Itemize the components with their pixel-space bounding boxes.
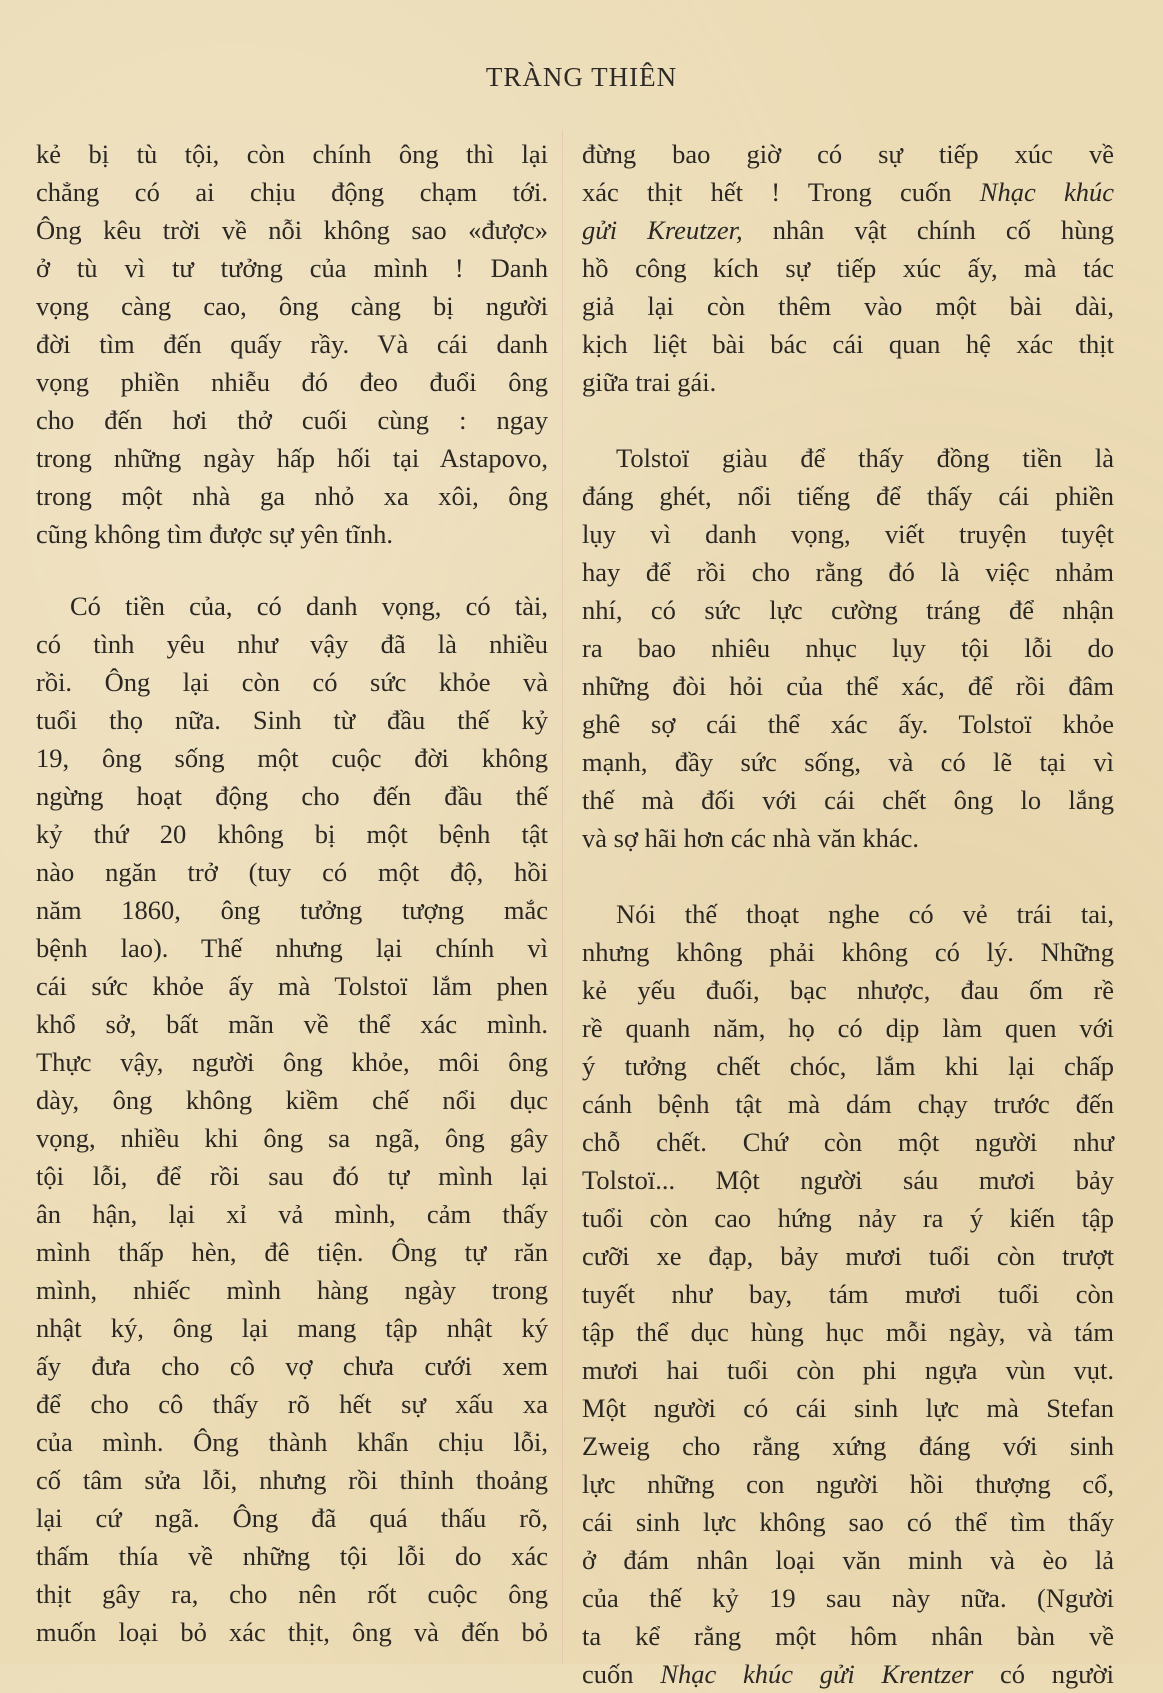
text-line: chẳng có ai chịu động chạm tới. [36, 177, 548, 207]
text-line: bệnh lao). Thế nhưng lại chính vì [36, 933, 548, 963]
text-line: thấm thía về những tội lỗi do xác [36, 1541, 548, 1571]
text-line: tội lỗi, để rồi sau đó tự mình lại [36, 1161, 548, 1191]
text-line: ở đám nhân loại văn minh và èo lả [582, 1545, 1114, 1575]
text-line: của mình. Ông thành khẩn chịu lỗi, [36, 1427, 548, 1457]
text-line: mình, nhiếc mình hàng ngày trong [36, 1275, 548, 1305]
text-line: kịch liệt bài bác cái quan hệ xác thịt [582, 329, 1114, 359]
text-line: Nói thế thoạt nghe có vẻ trái tai, [616, 899, 1114, 929]
text-line: ấy đưa cho cô vợ chưa cưới xem [36, 1351, 548, 1381]
text-line: lại cứ ngã. Ông đã quá thấu rõ, [36, 1503, 548, 1533]
text-line: năm 1860, ông tưởng tượng mắc [36, 895, 548, 925]
text-line: ý tưởng chết chóc, lắm khi lại chấp [582, 1051, 1114, 1081]
text-line: vọng, nhiều khi ông sa ngã, ông gây [36, 1123, 548, 1153]
running-header: TRÀNG THIÊN [485, 62, 678, 92]
text-line: Một người có cái sinh lực mà Stefan [582, 1393, 1114, 1423]
text-line: vọng phiền nhiễu đó đeo đuổi ông [36, 367, 548, 397]
text-line: tập thể dục hùng hục mỗi ngày, và tám [582, 1317, 1114, 1347]
paragraph-gap [36, 553, 548, 587]
text-line: mình thấp hèn, đê tiện. Ông tự răn [36, 1237, 548, 1267]
text-line: thịt gây ra, cho nên rốt cuộc ông [36, 1579, 548, 1609]
text-line: cũng không tìm được sự yên tĩnh. [36, 519, 394, 549]
text-line: Tolstoï giàu để thấy đồng tiền là [616, 443, 1114, 473]
text-line [582, 211, 1114, 249]
text-line: rồi. Ông lại còn có sức khỏe và [36, 667, 548, 697]
text-line: đáng ghét, nổi tiếng để thấy cái phiền [582, 481, 1114, 511]
text-line: ghê sợ cái thể xác ấy. Tolstoï khỏe [582, 709, 1114, 739]
text-line [582, 173, 1114, 211]
text-line: tuổi thọ nữa. Sinh từ đầu thế kỷ [36, 705, 548, 735]
text-line: cho đến hơi thở cuối cùng : ngay [36, 405, 548, 435]
text-line: chỗ chết. Chứ còn một người như [582, 1127, 1114, 1157]
text-line: dày, ông không kiềm chế nổi dục [36, 1085, 548, 1115]
text-line: cánh bệnh tật mà dám chạy trước đến [582, 1089, 1114, 1119]
text-line: cưỡi xe đạp, bảy mươi tuổi còn trượt [582, 1241, 1114, 1271]
text-line: hồ công kích sự tiếp xúc ấy, mà tác [582, 253, 1114, 283]
paragraph-gap [582, 857, 1114, 895]
text-run: xác thịt hết ! Trong cuốn [582, 177, 952, 207]
book-title-italic: Nhạc khúc [979, 177, 1114, 207]
text-line: nhật ký, ông lại mang tập nhật ký [36, 1313, 548, 1343]
text-line: ân hận, lại xỉ vả mình, cảm thấy [36, 1199, 548, 1229]
text-line: ngừng hoạt động cho đến đầu thế [36, 781, 548, 811]
book-title-italic: gửi Kreutzer, [582, 215, 743, 245]
text-line: thế mà đối với cái chết ông lo lắng [582, 785, 1114, 815]
text-line: ta kể rằng một hôm nhân bàn về [582, 1621, 1114, 1651]
text-line: nào ngăn trở (tuy có một độ, hồi [36, 857, 548, 887]
text-line: Tolstoï... Một người sáu mươi bảy [582, 1165, 1114, 1195]
text-line: cái sức khỏe ấy mà Tolstoï lắm phen [36, 971, 548, 1001]
text-line: giữa trai gái. [582, 367, 717, 397]
text-line: đời tìm đến quấy rầy. Và cái danh [36, 329, 548, 359]
text-line: giả lại còn thêm vào một bài dài, [582, 291, 1114, 321]
text-line: lụy vì danh vọng, viết truyện tuyệt [582, 519, 1114, 549]
text-line: trong những ngày hấp hối tại Astapovo, [36, 443, 548, 473]
page-fold-line [562, 130, 563, 1664]
text-line: đừng bao giờ có sự tiếp xúc về [582, 139, 1114, 169]
text-run: có người [1000, 1659, 1115, 1689]
right-text-column [582, 135, 1114, 1693]
left-text-column [36, 135, 548, 1647]
text-run: nhân vật chính cố hùng [772, 215, 1114, 245]
text-line: tuyết như bay, tám mươi tuổi còn [582, 1279, 1114, 1309]
paragraph-gap [582, 401, 1114, 439]
text-line: cố tâm sửa lỗi, nhưng rồi thỉnh thoảng [36, 1465, 548, 1495]
text-line: kẻ bị tù tội, còn chính ông thì lại [36, 139, 548, 169]
text-line: cái sinh lực không sao có thể tìm thấy [582, 1507, 1114, 1537]
text-line: để cho cô thấy rõ hết sự xấu xa [36, 1389, 548, 1419]
text-line: mạnh, đầy sức sống, và có lẽ tại vì [582, 747, 1114, 777]
book-title-italic: Nhạc khúc gửi Krentzer [660, 1659, 974, 1689]
text-line: nhí, có sức lực cường tráng để nhận [582, 595, 1114, 625]
text-line: rề quanh năm, họ có dịp làm quen với [582, 1013, 1114, 1043]
text-line: hay để rồi cho rằng đó là việc nhảm [582, 557, 1114, 587]
text-line: và sợ hãi hơn các nhà văn khác. [582, 823, 920, 853]
text-line: kẻ yếu đuối, bạc nhược, đau ốm rề [582, 975, 1114, 1005]
text-line: kỷ thứ 20 không bị một bệnh tật [36, 819, 548, 849]
text-line: ra bao nhiêu nhục lụy tội lỗi do [582, 633, 1114, 663]
text-line: của thế kỷ 19 sau này nữa. (Người [582, 1583, 1114, 1613]
text-line: Ông kêu trời về nỗi không sao «được» [36, 215, 548, 245]
text-run: cuốn [582, 1659, 634, 1689]
text-line: ở tù vì tư tưởng của mình ! Danh [36, 253, 548, 283]
text-line: trong một nhà ga nhỏ xa xôi, ông [36, 481, 548, 511]
text-line: nhưng không phải không có lý. Những [582, 937, 1114, 967]
text-line: khổ sở, bất mãn về thể xác mình. [36, 1009, 548, 1039]
text-line [582, 1655, 1114, 1693]
text-line: có tình yêu như vậy đã là nhiều [36, 629, 548, 659]
text-line: mươi hai tuổi còn phi ngựa vùn vụt. [582, 1355, 1114, 1385]
text-line: Có tiền của, có danh vọng, có tài, [70, 591, 548, 621]
text-line: lực những con người hồi thượng cổ, [582, 1469, 1114, 1499]
text-line: tuổi còn cao hứng nảy ra ý kiến tập [582, 1203, 1114, 1233]
text-line: vọng càng cao, ông càng bị người [36, 291, 548, 321]
text-line: những đòi hỏi của thể xác, để rồi đâm [582, 671, 1114, 701]
text-line-cut-off: muốn loại bỏ xác thịt, ông và đến bỏ [36, 1617, 548, 1647]
text-line: Zweig cho rằng xứng đáng với sinh [582, 1431, 1114, 1461]
text-line: Thực vậy, người ông khỏe, môi ông [36, 1047, 548, 1077]
text-line: 19, ông sống một cuộc đời không [36, 743, 548, 773]
